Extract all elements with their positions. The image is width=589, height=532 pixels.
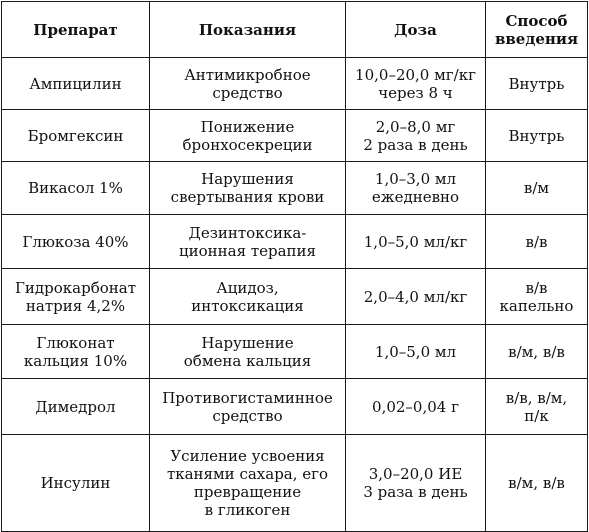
cell-indications: Нарушения свертывания крови bbox=[150, 162, 346, 215]
table-row bbox=[2, 435, 588, 532]
cell-route: в/в bbox=[486, 215, 588, 269]
cell-route: в/м bbox=[486, 162, 588, 215]
cell-drug: Бромгексин bbox=[2, 110, 150, 162]
cell-drug: Глюконат кальция 10% bbox=[2, 325, 150, 379]
cell-indications: Антимикробное средство bbox=[150, 58, 346, 110]
cell-drug: Ампицилин bbox=[2, 58, 150, 110]
cell-route: в/в капельно bbox=[486, 269, 588, 325]
cell-indications: Дезинтоксика- ционная терапия bbox=[150, 215, 346, 269]
table-row bbox=[2, 325, 588, 379]
cell-indications: Противогистаминное средство bbox=[150, 379, 346, 435]
cell-indications: Ацидоз, интоксикация bbox=[150, 269, 346, 325]
cell-dose: 1,0–5,0 мл/кг bbox=[346, 215, 486, 269]
table-row bbox=[2, 215, 588, 269]
drug-table bbox=[1, 1, 588, 532]
cell-route: Внутрь bbox=[486, 110, 588, 162]
header-indications: Показания bbox=[150, 2, 346, 58]
cell-drug: Викасол 1% bbox=[2, 162, 150, 215]
table-row bbox=[2, 269, 588, 325]
header-drug: Препарат bbox=[2, 2, 150, 58]
cell-drug: Гидрокарбонат натрия 4,2% bbox=[2, 269, 150, 325]
cell-indications: Понижение бронхосекреции bbox=[150, 110, 346, 162]
cell-route: в/м, в/в bbox=[486, 435, 588, 532]
cell-dose: 2,0–4,0 мл/кг bbox=[346, 269, 486, 325]
table-row bbox=[2, 379, 588, 435]
header-dose: Доза bbox=[346, 2, 486, 58]
table-row bbox=[2, 162, 588, 215]
cell-dose: 1,0–5,0 мл bbox=[346, 325, 486, 379]
cell-indications: Усиление усвоения тканями сахара, его превращение в гликоген bbox=[150, 435, 346, 532]
cell-route: в/в, в/м, п/к bbox=[486, 379, 588, 435]
cell-dose: 10,0–20,0 мг/кг через 8 ч bbox=[346, 58, 486, 110]
cell-route: Внутрь bbox=[486, 58, 588, 110]
table-row bbox=[2, 110, 588, 162]
cell-dose: 0,02–0,04 г bbox=[346, 379, 486, 435]
header-route: Способ введения bbox=[486, 2, 588, 58]
cell-drug: Инсулин bbox=[2, 435, 150, 532]
cell-dose: 1,0–3,0 мл ежедневно bbox=[346, 162, 486, 215]
cell-indications: Нарушение обмена кальция bbox=[150, 325, 346, 379]
header-row bbox=[2, 2, 588, 58]
cell-drug: Димедрол bbox=[2, 379, 150, 435]
cell-dose: 3,0–20,0 ИЕ 3 раза в день bbox=[346, 435, 486, 532]
table-row bbox=[2, 58, 588, 110]
cell-route: в/м, в/в bbox=[486, 325, 588, 379]
cell-dose: 2,0–8,0 мг 2 раза в день bbox=[346, 110, 486, 162]
cell-drug: Глюкоза 40% bbox=[2, 215, 150, 269]
